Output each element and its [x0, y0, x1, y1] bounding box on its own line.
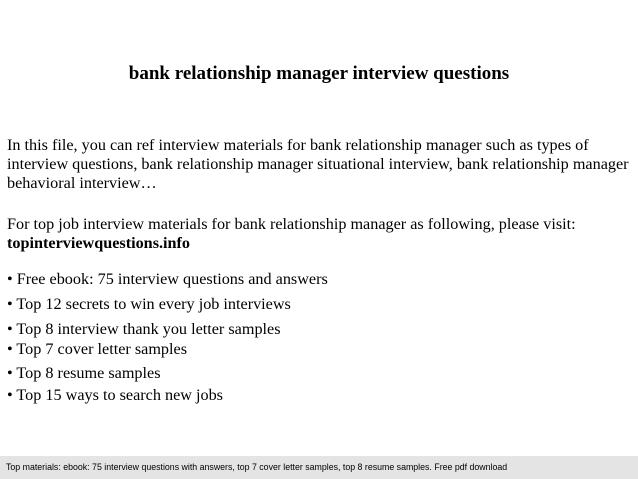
- footer-bar: Top materials: ebook: 75 interview questions with answers, top 7 cover letter samples, top 8 resume samples. Free pdf download: [0, 456, 638, 479]
- document-title: bank relationship manager interview questions: [128, 63, 510, 84]
- site-link[interactable]: topinterviewquestions.info: [7, 234, 191, 252]
- list-item: • Top 8 resume samples: [7, 364, 161, 382]
- list-item: • Free ebook: 75 interview questions and answers: [7, 270, 328, 288]
- list-item: • Top 15 ways to search new jobs: [7, 386, 223, 404]
- visit-text: For top job interview materials for bank relationship manager as following, please visit:: [7, 215, 576, 233]
- visit-paragraph: [7, 215, 632, 253]
- list-item: • Top 12 secrets to win every job interviews: [7, 295, 291, 313]
- list-item: • Top 8 interview thank you letter samples: [7, 320, 281, 338]
- intro-paragraph: In this file, you can ref interview materials for bank relationship manager such as types of interview questions, bank relationship manager situational interview, bank relationship manager behavioral interview…: [7, 136, 629, 192]
- list-item: • Top 7 cover letter samples: [7, 340, 187, 358]
